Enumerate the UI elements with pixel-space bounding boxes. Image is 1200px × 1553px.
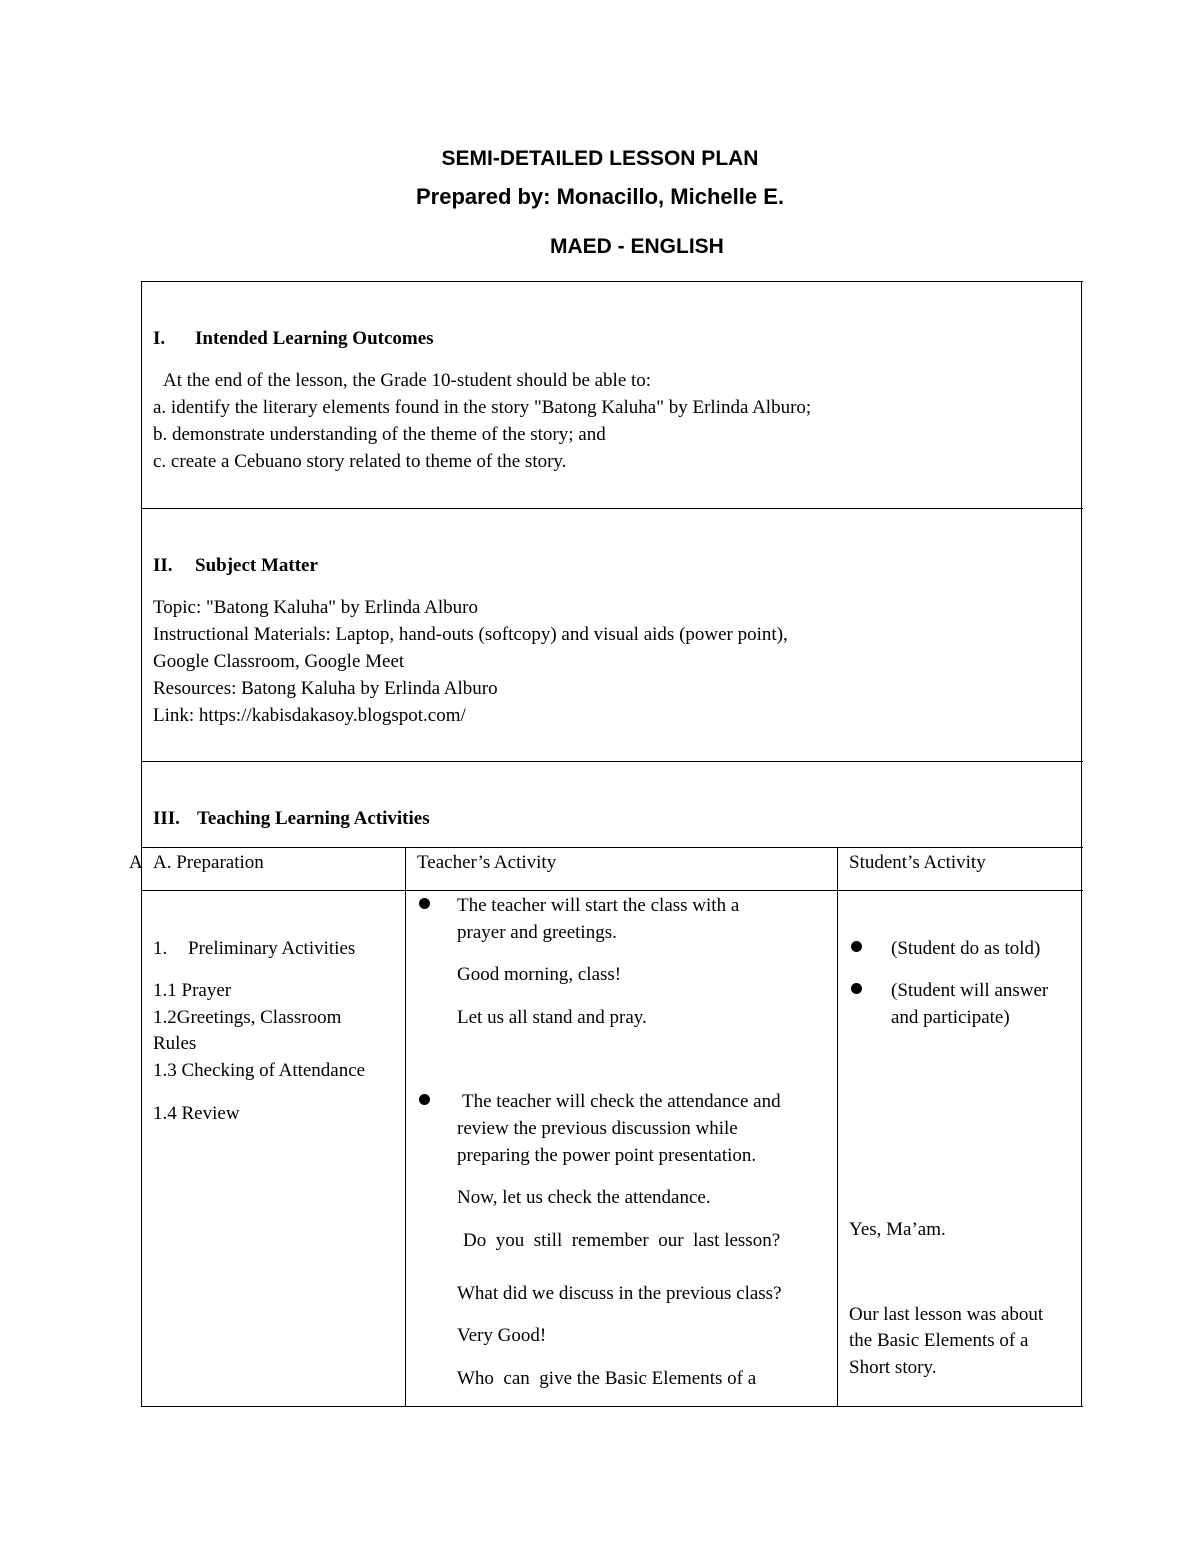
student-answer-line2: the Basic Elements of a [849,1330,1029,1351]
columns-header-top [141,847,1083,848]
bullet-icon [851,941,862,952]
teacher-greeting: Good morning, class! [457,964,622,985]
section2-number: II. [153,555,173,576]
objective-b: b. demonstrate understanding of the theme of the story; and [153,424,606,445]
prepared-by: Prepared by: Monacillo, Michelle E. [416,184,784,209]
teacher-who: Who can give the Basic Elements of a [457,1368,757,1389]
student-bullet2-line1: (Student will answer [891,980,1049,1001]
teacher-bullet2-line2: review the previous discussion while [457,1118,738,1139]
bullet-icon [851,983,862,994]
column-header-student: Student’s Activity [849,852,986,873]
table-border-top [141,281,1083,282]
table-border-left [141,281,142,1407]
document-title: SEMI-DETAILED LESSON PLAN [441,147,759,170]
prep-sub-greetings: 1.2Greetings, Classroom [153,1007,342,1028]
student-answer-line1: Our last lesson was about [849,1304,1044,1325]
teacher-pray: Let us all stand and pray. [457,1007,647,1028]
prep-item-label: Preliminary Activities [188,938,356,959]
margin-mark: A [129,852,143,873]
prep-sub-review: 1.4 Review [153,1103,240,1124]
table-border-bottom [141,1406,1083,1407]
section3-number: III. [153,808,180,829]
section2-heading: Subject Matter [195,555,318,576]
bullet-icon [419,1094,430,1105]
teacher-very-good: Very Good! [457,1325,547,1346]
columns-header-bottom [141,890,1083,891]
prep-sub-prayer: 1.1 Prayer [153,980,232,1001]
section-divider-1 [141,508,1083,509]
student-bullet2-line2: and participate) [891,1007,1010,1028]
student-bullet1: (Student do as told) [891,938,1041,959]
subject-link: Link: https://kabisdakasoy.blogspot.com/ [153,705,466,726]
subject-materials-cont: Google Classroom, Google Meet [153,651,405,672]
section1-heading: Intended Learning Outcomes [195,328,434,349]
prep-sub-rules: Rules [153,1033,197,1054]
column-header-preparation: A. Preparation [153,852,264,873]
teacher-bullet1-line1: The teacher will start the class with a [457,895,740,916]
subject-topic: Topic: "Batong Kaluha" by Erlinda Alburo [153,597,478,618]
subject-materials: Instructional Materials: Laptop, hand-outs (softcopy) and visual aids (power point), [153,624,788,645]
column-header-teacher: Teacher’s Activity [417,852,557,873]
bullet-icon [419,898,430,909]
column-divider-1 [405,847,406,1407]
prep-item-number: 1. [153,938,168,959]
prep-sub-attendance: 1.3 Checking of Attendance [153,1060,366,1081]
section1-intro: At the end of the lesson, the Grade 10-student should be able to: [163,370,652,391]
teacher-bullet1-line2: prayer and greetings. [457,922,617,943]
column-divider-2 [837,847,838,1407]
student-answer-line3: Short story. [849,1357,937,1378]
teacher-bullet2-line3: preparing the power point presentation. [457,1145,757,1166]
table-border-right [1081,281,1082,1407]
program-label: MAED - ENGLISH [550,235,724,258]
teacher-bullet2-line1: The teacher will check the attendance and [462,1091,781,1112]
teacher-discuss: What did we discuss in the previous class? [457,1283,782,1304]
subject-resources: Resources: Batong Kaluha by Erlinda Alburo [153,678,498,699]
teacher-remember: Do you still remember our last lesson? [463,1230,781,1251]
teacher-check-attendance: Now, let us check the attendance. [457,1187,711,1208]
section1-number: I. [153,328,166,349]
objective-a: a. identify the literary elements found in the story "Batong Kaluha" by Erlinda Alburo; [153,397,812,418]
section3-heading: Teaching Learning Activities [197,808,430,829]
objective-c: c. create a Cebuano story related to theme of the story. [153,451,567,472]
student-yes: Yes, Ma’am. [849,1219,946,1240]
section-divider-2 [141,761,1083,762]
